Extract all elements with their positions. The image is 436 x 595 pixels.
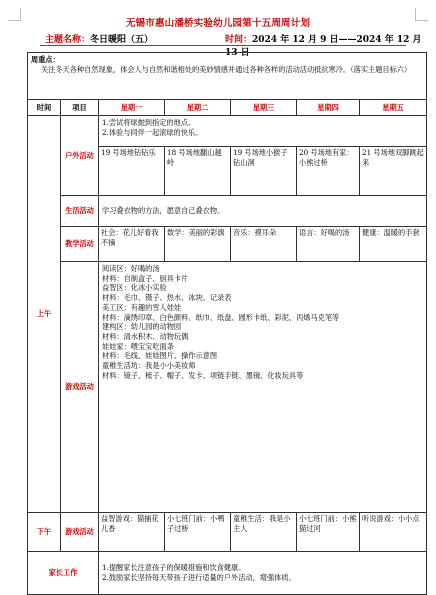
afternoon-game-label: 游戏活动 — [61, 513, 99, 552]
theme-label: 主题名称： — [45, 35, 91, 45]
game-line: 阅读区：好喝的汤 — [102, 264, 160, 273]
header-thursday: 星期四 — [297, 100, 360, 116]
afternoon-label: 下午 — [28, 513, 61, 552]
theme-value: 冬日暖阳（五） — [90, 35, 154, 45]
header-wednesday: 星期三 — [231, 100, 297, 116]
game-cell — [99, 262, 427, 513]
game-line: 材料：毛线、娃娃图片、操作示意图 — [102, 351, 218, 361]
game-line: 娃娃家：喂宝宝吃面条 — [102, 341, 174, 351]
outdoor-friday: 21 号场地双脚跳起来 — [360, 147, 427, 196]
afternoon-wednesday: 童稚生活：我是小主人 — [231, 513, 297, 552]
life-row — [28, 196, 427, 227]
teaching-tuesday: 数学：美丽的彩旗 — [165, 227, 231, 262]
outdoor-tuesday: 18 号场地翻山越岭 — [165, 147, 231, 196]
focus-row — [28, 53, 427, 100]
afternoon-friday: 听说游戏：小小点 — [360, 513, 427, 552]
afternoon-monday: 益智游戏：猫捕花儿香 — [99, 513, 165, 552]
outdoor-thursday: 20 号场地有家：小熊过桥 — [297, 147, 360, 196]
outdoor-goal: 1.尝试将球抛到指定的地点。 — [102, 118, 196, 127]
game-line: 建构区：幼儿园的动物园 — [102, 322, 182, 332]
header-time: 时间 — [28, 100, 61, 116]
time-label: 时间： — [225, 35, 253, 45]
game-line: 童稚生活坊：我是小小美妆师 — [102, 361, 196, 371]
header-rule — [40, 45, 406, 46]
outdoor-monday: 19 号场地钻钻乐 — [99, 147, 165, 196]
afternoon-tuesday: 小七班门前：小鸭子过桥 — [165, 513, 231, 552]
life-text: 学习叠衣物的方法，愿意自己叠衣物。 — [99, 196, 427, 227]
focus-cell — [28, 53, 427, 100]
parents-cell — [99, 552, 427, 595]
table-header-row — [28, 100, 427, 116]
game-line: 材料：毛巾、镊子、热水、冰块、记录表 — [102, 293, 232, 303]
parents-item: 2.鼓励家长坚持每天带孩子进行适量的户外活动，增强体质。 — [102, 573, 296, 582]
teaching-label: 教学活动 — [61, 227, 99, 262]
header-monday: 星期一 — [99, 100, 165, 116]
game-line: 材料：清水积木、动物玩偶 — [102, 332, 189, 342]
afternoon-thursday: 小七班门前：小熊猫过河 — [297, 513, 360, 552]
weekly-plan-table — [27, 52, 427, 595]
theme-line — [45, 32, 153, 45]
game-line: 材料：镜子、梳子、帽子、发卡、项链手链、墨镜、化妆玩具等 — [102, 370, 304, 380]
parents-item: 1.提醒家长注意孩子的保暖措施和饮食健康。 — [102, 563, 246, 573]
outdoor-goal-row — [28, 116, 427, 147]
header-friday: 星期五 — [360, 100, 427, 116]
outdoor-wednesday: 19 号场地小猴子钻山洞 — [231, 147, 297, 196]
teaching-monday: 社会：花儿好看我不摘 — [99, 227, 165, 262]
teaching-row — [28, 227, 427, 262]
outdoor-label: 户外活动 — [61, 116, 99, 196]
game-line: 益智区：化冰小实验 — [102, 283, 167, 293]
teaching-thursday: 语言：好喝的汤 — [297, 227, 360, 262]
focus-label: 周重点： — [31, 55, 60, 64]
game-line: 材料：滴绣印章、白色颜料、纸巾、纸盘、圆形卡纸、彩泥、丙烯马克笔等 — [102, 312, 340, 322]
parents-row — [28, 552, 427, 595]
life-label: 生活活动 — [61, 196, 99, 227]
game-label: 游戏活动 — [61, 262, 99, 513]
game-line: 材料：自制盒子、厨具卡片 — [102, 273, 189, 283]
focus-text: 关注冬天各种自然现象，体会人与自然和谐相处的美妙情感并通过各种各样的活动活动抵抗寒冷。（落实主题目标六） — [41, 64, 412, 74]
game-row — [28, 262, 427, 513]
morning-label: 上午 — [28, 116, 61, 513]
parents-label: 家长工作 — [28, 552, 99, 595]
teaching-wednesday: 音乐：摸耳朵 — [231, 227, 297, 262]
game-line: 美工区：有趣的雪人娃娃 — [102, 302, 182, 312]
document-title: 无锡市惠山潘桥实验幼儿园第十五周周计划 — [125, 18, 311, 29]
afternoon-row — [28, 513, 427, 552]
outdoor-goals-cell — [99, 116, 427, 147]
outdoor-goal: 2.体验与同伴一起滚球的快乐。 — [102, 127, 203, 137]
time-value: 2024 年 12 月 9 日——2024 年 12 月 13 日 — [225, 35, 422, 58]
header-item: 项目 — [61, 100, 99, 116]
header-tuesday: 星期二 — [165, 100, 231, 116]
teaching-friday: 健康：温暖的手套 — [360, 227, 427, 262]
